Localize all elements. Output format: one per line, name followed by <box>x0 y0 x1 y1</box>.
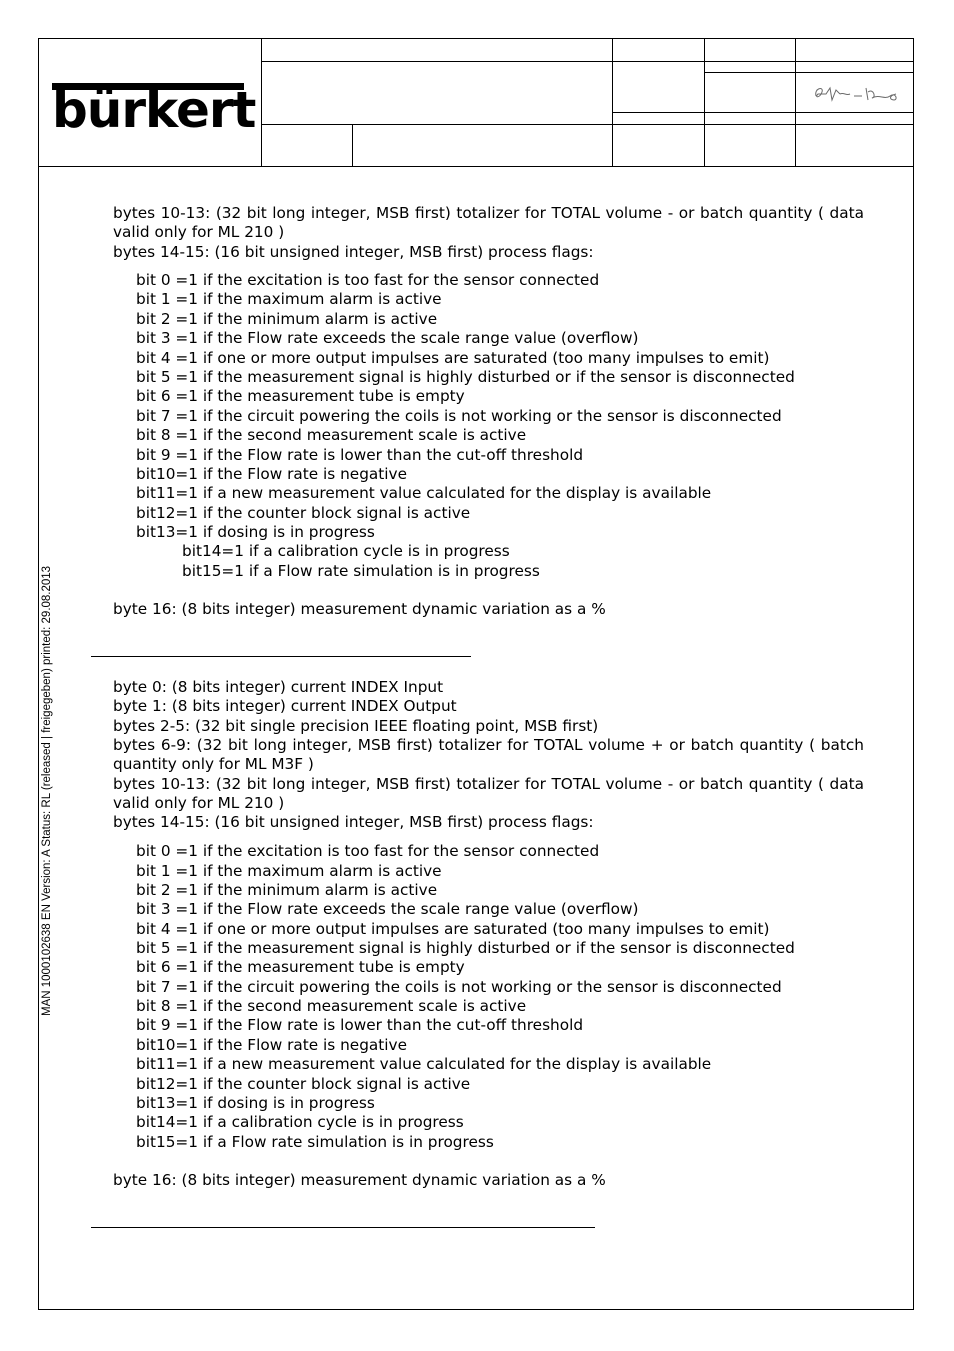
bit-line: bit 0 =1 if the excitation is too fast for the sensor connected <box>136 271 600 289</box>
burkert-logo <box>52 80 256 139</box>
bit-line: bit11=1 if a new measurement value calculated for the display is available <box>136 484 712 502</box>
bit-line: bit 6 =1 if the measurement tube is empty <box>136 387 465 405</box>
byte-0-description: byte 0: (8 bits integer) current INDEX Input <box>113 678 444 696</box>
bit-line: bit14=1 if a calibration cycle is in progress <box>136 1113 464 1131</box>
header-grid-line <box>261 124 914 125</box>
bit-line: bit 4 =1 if one or more output impulses are saturated (too many impulses to emit) <box>136 349 770 367</box>
bit-line: bit15=1 if a Flow rate simulation is in progress <box>182 562 540 580</box>
byte-16-description: byte 16: (8 bits integer) measurement dynamic variation as a % <box>113 600 606 618</box>
bit-line: bit 5 =1 if the measurement signal is highly disturbed or if the sensor is disconnected <box>136 939 795 957</box>
header-grid-line <box>612 112 914 113</box>
bit-line: bit 3 =1 if the Flow rate exceeds the scale range value (overflow) <box>136 900 639 918</box>
header-grid-line <box>704 72 914 73</box>
bit-line: bit12=1 if the counter block signal is active <box>136 504 471 522</box>
bit-line: bit 5 =1 if the measurement signal is highly disturbed or if the sensor is disconnected <box>136 368 795 386</box>
bytes-14-15-description: bytes 14-15: (16 bit unsigned integer, MSB first) process flags: <box>113 813 594 831</box>
bit-line: bit14=1 if a calibration cycle is in progress <box>182 542 510 560</box>
bytes-2-5-description: bytes 2-5: (32 bit single precision IEEE floating point, MSB first) <box>113 717 599 735</box>
header-grid-line <box>261 38 262 166</box>
header-grid-line <box>352 124 353 166</box>
section-rule <box>91 656 471 657</box>
bit-line: bit 8 =1 if the second measurement scale is active <box>136 997 527 1015</box>
bit-line: bit 2 =1 if the minimum alarm is active <box>136 881 438 899</box>
bit-line: bit11=1 if a new measurement value calculated for the display is available <box>136 1055 712 1073</box>
bit-line: bit 3 =1 if the Flow rate exceeds the scale range value (overflow) <box>136 329 639 347</box>
bit-line: bit13=1 if dosing is in progress <box>136 1094 375 1112</box>
bytes-10-13-description: bytes 10-13: (32 bit long integer, MSB first) totalizer for TOTAL volume - or batch quantity ( data valid only for ML 210 ) <box>113 204 864 242</box>
section-rule <box>91 1227 595 1228</box>
byte-16-description: byte 16: (8 bits integer) measurement dynamic variation as a % <box>113 1171 606 1189</box>
header-grid-line <box>704 38 705 166</box>
header-grid-line <box>795 38 796 166</box>
bit-line: bit 7 =1 if the circuit powering the coils is not working or the sensor is disconnected <box>136 978 782 996</box>
bit-line: bit13=1 if dosing is in progress <box>136 523 375 541</box>
document-status-note: MAN 1000102638 EN Version: A Status: RL (released | freigegeben) printed: 29.08.2013 <box>41 565 53 1016</box>
bit-line: bit 4 =1 if one or more output impulses are saturated (too many impulses to emit) <box>136 920 770 938</box>
byte-1-description: byte 1: (8 bits integer) current INDEX Output <box>113 697 457 715</box>
bit-line: bit 9 =1 if the Flow rate is lower than the cut-off threshold <box>136 1016 584 1034</box>
bit-line: bit10=1 if the Flow rate is negative <box>136 465 407 483</box>
bit-line: bit12=1 if the counter block signal is active <box>136 1075 471 1093</box>
bit-line: bit 0 =1 if the excitation is too fast for the sensor connected <box>136 842 600 860</box>
bit-line: bit 2 =1 if the minimum alarm is active <box>136 310 438 328</box>
bytes-14-15-description: bytes 14-15: (16 bit unsigned integer, MSB first) process flags: <box>113 243 594 261</box>
bit-line: bit10=1 if the Flow rate is negative <box>136 1036 407 1054</box>
header-separator <box>38 166 914 167</box>
header-grid-line <box>612 38 613 166</box>
bit-line: bit 7 =1 if the circuit powering the coils is not working or the sensor is disconnected <box>136 407 782 425</box>
bit-line: bit 9 =1 if the Flow rate is lower than the cut-off threshold <box>136 446 584 464</box>
bit-line: bit15=1 if a Flow rate simulation is in progress <box>136 1133 494 1151</box>
logo-text: bürkert <box>52 81 256 139</box>
bit-line: bit 6 =1 if the measurement tube is empty <box>136 958 465 976</box>
bit-line: bit 8 =1 if the second measurement scale is active <box>136 426 527 444</box>
bit-line: bit 1 =1 if the maximum alarm is active <box>136 290 442 308</box>
bytes-6-9-description: bytes 6-9: (32 bit long integer, MSB first) totalizer for TOTAL volume + or batch quantity ( batch quantity only for ML M3F ) <box>113 736 864 774</box>
header-grid-line <box>261 61 914 62</box>
signature-image <box>810 78 902 106</box>
bit-line: bit 1 =1 if the maximum alarm is active <box>136 862 442 880</box>
bytes-10-13-description: bytes 10-13: (32 bit long integer, MSB first) totalizer for TOTAL volume - or batch quantity ( data valid only for ML 210 ) <box>113 775 864 813</box>
